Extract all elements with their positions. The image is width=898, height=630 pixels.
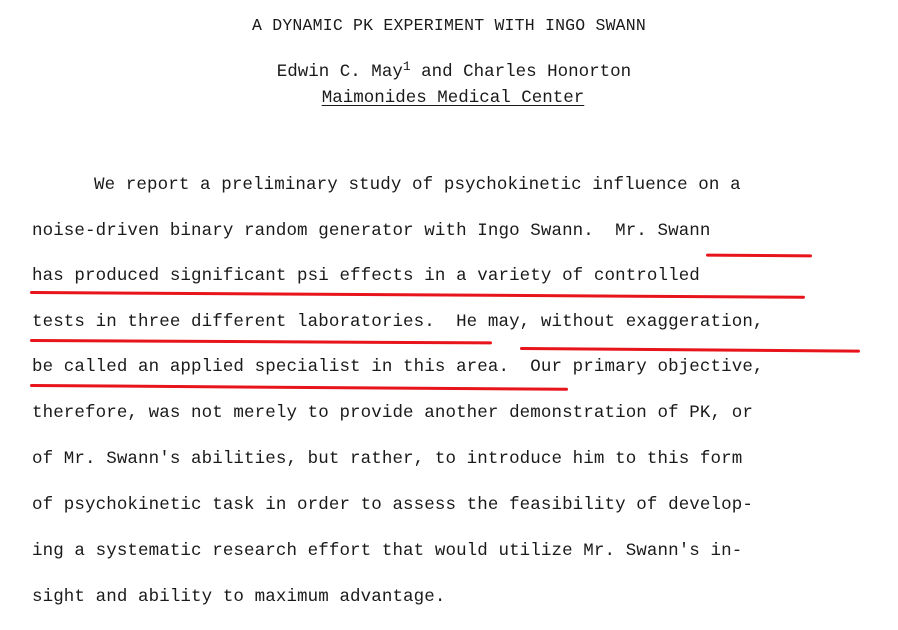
highlight-underline	[30, 291, 805, 299]
paragraph-line: noise-driven binary random generator with Ingo Swann. Mr. Swann	[32, 221, 711, 241]
highlight-underline	[30, 339, 492, 344]
paragraph-line: ing a systematic research effort that would utilize Mr. Swann's in-	[32, 541, 743, 561]
footnote-marker: 1	[402, 59, 411, 74]
highlight-underline	[706, 254, 812, 258]
authors-line	[0, 59, 898, 82]
author-names: Edwin C. May	[276, 62, 403, 82]
paragraph-line: sight and ability to maximum advantage.	[32, 587, 446, 607]
affiliation: Maimonides Medical Center	[321, 88, 585, 108]
highlight-underline	[520, 347, 860, 353]
paragraph-line: of Mr. Swann's abilities, but rather, to introduce him to this form	[32, 449, 743, 469]
highlight-underline	[30, 384, 568, 391]
paragraph-line: tests in three different laboratories. He may, without exaggeration,	[32, 312, 764, 332]
document-title: A DYNAMIC PK EXPERIMENT WITH INGO SWANN	[252, 16, 646, 35]
paragraph-line: therefore, was not merely to provide another demonstration of PK, or	[32, 403, 753, 423]
paragraph-line: of psychokinetic task in order to assess the feasibility of develop-	[32, 495, 753, 515]
author-names-tail: and Charles Honorton	[410, 62, 632, 82]
paragraph-line: be called an applied specialist in this area. Our primary objective,	[32, 357, 764, 377]
paragraph-line: has produced significant psi effects in a variety of controlled	[32, 266, 700, 286]
paragraph-line: We report a preliminary study of psychokinetic influence on a	[94, 175, 741, 195]
